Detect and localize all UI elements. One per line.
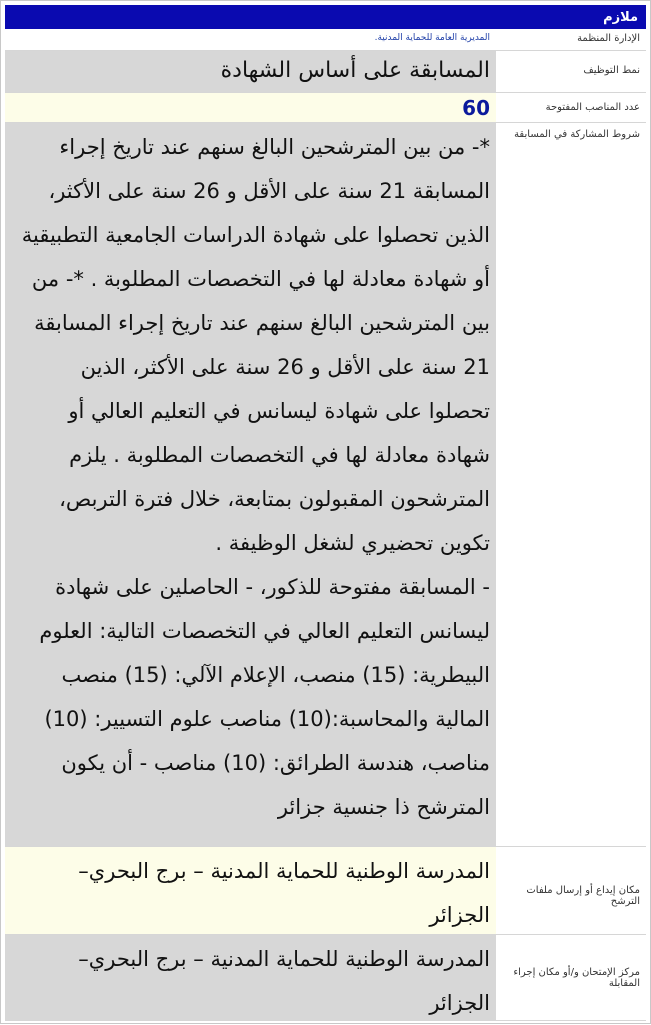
conditions-paragraph-1: *- من بين المترشحين البالغ سنهم عند تاريخ إجراء المسابقة 21 سنة على الأقل و 26 سنة على الأكثر، الذين تحصلوا على شهادة الدراسات الجامعية التطبيقية أو شهادة معادلة لها في التخصصات المطلوبة . *- من بين المترشحين البالغ سنهم عند تاريخ إجراء المسابقة 21 سنة على الأقل و 26 سنة على الأكثر، الذين تحصلوا على شهادة ليسانس في التعليم العالي أو شهادة معادلة لها في التخصصات المطلوبة . يلزم المترشحون المقبولون بمتابعة، خلال فترة التربص، تكوين تحضيري لشغل الوظيفة . xyxy=(21,135,490,555)
panel-title-bar xyxy=(5,5,646,29)
row-exam-center xyxy=(5,935,646,1021)
recruitment-type-value: المسابقة على أساس الشهادة xyxy=(220,58,490,83)
conditions-label: شروط المشاركة في المسابقة xyxy=(496,123,646,846)
recruitment-type-label: نمط التوظيف xyxy=(496,51,646,92)
organizer-label: الإدارة المنظمة xyxy=(496,29,646,50)
file-location-label: مكان إيداع أو إرسال ملفات الترشح xyxy=(496,847,646,934)
file-location-value: المدرسة الوطنية للحماية المدنية – برج البحري– الجزائر xyxy=(78,859,490,927)
positions-label: عدد المناصب المفتوحة xyxy=(496,93,646,122)
row-organizer xyxy=(5,29,646,51)
row-recruitment-type xyxy=(5,51,646,93)
exam-center-label: مركز الإمتحان و/أو مكان إجراء المقابلة xyxy=(496,935,646,1020)
conditions-paragraph-2: - المسابقة مفتوحة للذكور، - الحاصلين على شهادة ليسانس التعليم العالي في التخصصات التالية: العلوم البيطرية: (15) منصب، الإعلام الآلي: (15) منصب المالية والمحاسبة:(10) مناصب علوم التسيير: (10) مناصب، هندسة الطرائق: (10) مناصب - أن يكون المترشح ذا جنسية جزائر xyxy=(39,575,490,819)
exam-center-value: المدرسة الوطنية للحماية المدنية – برج البحري– الجزائر xyxy=(78,947,490,1015)
conditions-value xyxy=(5,123,496,846)
organizer-value: المديرية العامة للحماية المدنية. xyxy=(374,33,490,43)
row-file-location xyxy=(5,847,646,935)
row-positions xyxy=(5,93,646,123)
positions-value: 60 xyxy=(462,96,490,120)
job-title: ملازم xyxy=(603,9,638,25)
row-conditions xyxy=(5,123,646,847)
